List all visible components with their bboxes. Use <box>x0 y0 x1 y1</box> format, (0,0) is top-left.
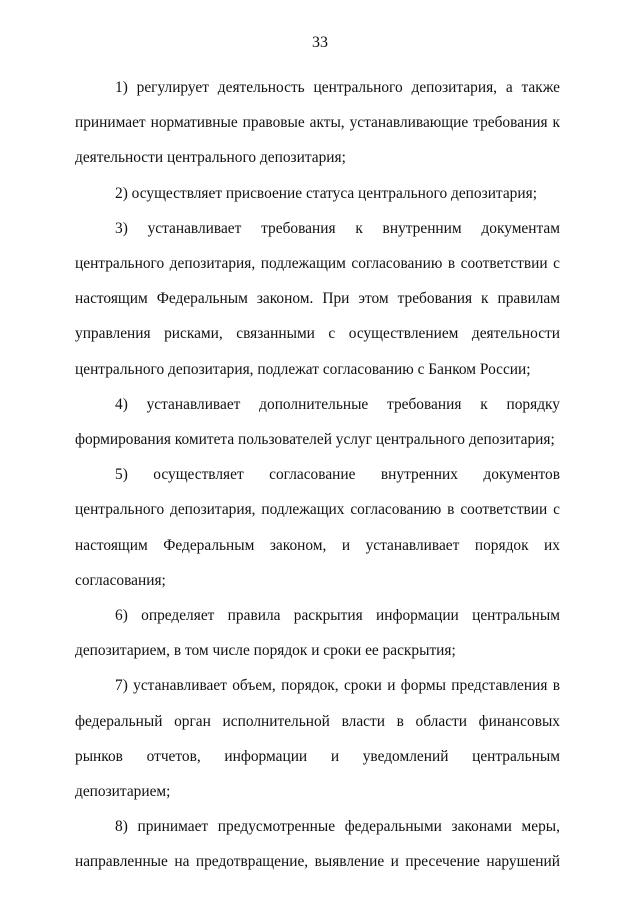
paragraph-3: 3) устанавливает требования к внутренним документам центрального депозитария, подлежащим согласованию в соответствии с настоящим Федеральным законом. При этом требования к правилам управления рисками, связанными с осуществлением деятельности центрального депозитария, подлежат согласованию с Банком России; <box>75 219 560 378</box>
paragraph-5: 5) осуществляет согласование внутренних документов центрального депозитария, подлежащих согласованию в соответствии с настоящим Федеральным законом, и устанавливает порядок их согласования; <box>75 466 560 589</box>
paragraph-1: 1) регулирует деятельность центрального депозитария, а также принимает нормативные правовые акты, устанавливающие требования к деятельности центрального депозитария; <box>75 79 560 167</box>
paragraph-7: 7) устанавливает объем, порядок, сроки и формы представления в федеральный орган исполнительной власти в области финансовых рынков отчетов, информации и уведомлений центральным депозитарием; <box>75 677 560 801</box>
paragraph-4: 4) устанавливает дополнительные требования к порядку формирования комитета пользователей услуг центрального депозитария; <box>75 395 560 449</box>
document-body <box>75 70 560 880</box>
paragraph-6: 6) определяет правила раскрытия информации центральным депозитарием, в том числе порядок и сроки ее раскрытия; <box>75 607 560 660</box>
paragraph-8: 8) принимает предусмотренные федеральными законами меры, направленные на предотвращение, выявление и пресечение нарушений <box>75 818 560 871</box>
page-number: 33 <box>312 34 328 51</box>
paragraph-2: 2) осуществляет присвоение статуса центрального депозитария; <box>115 184 537 202</box>
